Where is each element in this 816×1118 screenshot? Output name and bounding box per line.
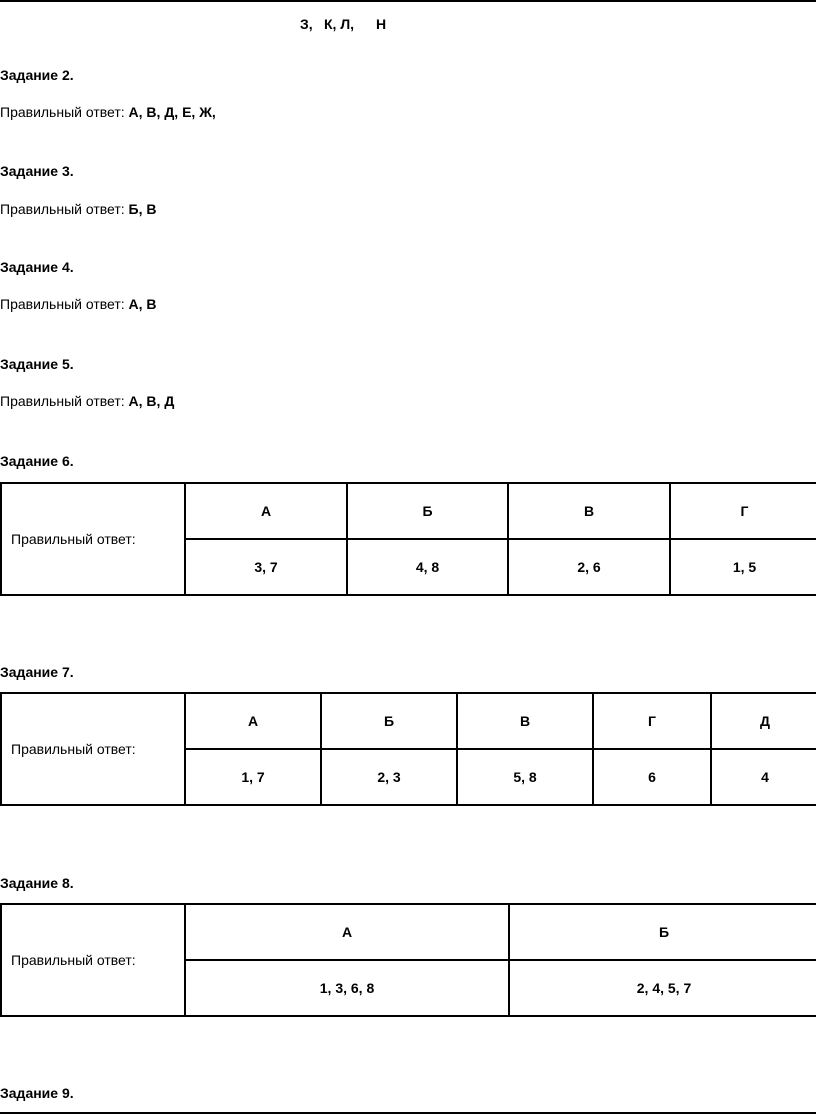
table-row (1, 483, 816, 539)
task-4-heading: Задание 4. (0, 259, 74, 275)
top-fragment-part2: К, Л, (324, 16, 355, 32)
task-3-answer: Б, В (128, 201, 157, 217)
task-6-value-cell: 1, 5 (670, 539, 816, 595)
task-7-header-cell: Г (593, 693, 711, 749)
task-5-answer-line (0, 393, 174, 409)
task-6-header-cell: В (508, 483, 670, 539)
task-6-value-cell: 3, 7 (185, 539, 347, 595)
task-7-value-cell: 6 (593, 749, 711, 805)
task-7-value-cell: 2, 3 (321, 749, 457, 805)
task-8-header-cell: Б (509, 904, 816, 960)
task-7-header-cell: Д (711, 693, 816, 749)
task-6-header-cell: А (185, 483, 347, 539)
task-8-header-cell: А (185, 904, 509, 960)
bottom-border-line (0, 1112, 816, 1114)
task-8-value-cell: 2, 4, 5, 7 (509, 960, 816, 1016)
top-fragment-part3: Н (376, 16, 387, 32)
task-7-header-cell: В (457, 693, 593, 749)
task-6-label: Правильный ответ: (1, 483, 185, 595)
task-9-heading: Задание 9. (0, 1085, 74, 1101)
task-8-label: Правильный ответ: (1, 904, 185, 1016)
task-6-table (0, 482, 816, 596)
task-8-table (0, 903, 816, 1017)
task-7-label: Правильный ответ: (1, 693, 185, 805)
task-2-heading: Задание 2. (0, 67, 74, 83)
task-7-heading: Задание 7. (0, 664, 74, 680)
task-4-answer: А, В (128, 296, 157, 312)
answer-label: Правильный ответ: (0, 393, 125, 409)
task-3-answer-line (0, 201, 157, 217)
task-7-header-cell: А (185, 693, 321, 749)
task-7-value-cell: 5, 8 (457, 749, 593, 805)
task-6-value-cell: 4, 8 (347, 539, 508, 595)
task-7-value-cell: 4 (711, 749, 816, 805)
task-6-header-cell: Г (670, 483, 816, 539)
answer-label: Правильный ответ: (0, 201, 125, 217)
task-6-value-cell: 2, 6 (508, 539, 670, 595)
task-6-header-cell: Б (347, 483, 508, 539)
answer-label: Правильный ответ: (0, 296, 125, 312)
top-border-line (0, 0, 816, 2)
answer-label: Правильный ответ: (0, 104, 125, 120)
task-5-heading: Задание 5. (0, 356, 74, 372)
top-fragment-part1: З, (300, 16, 313, 32)
task-7-header-cell: Б (321, 693, 457, 749)
task-2-answer: А, В, Д, Е, Ж, (128, 104, 216, 120)
task-7-table (0, 692, 816, 806)
task-7-value-cell: 1, 7 (185, 749, 321, 805)
task-4-answer-line (0, 296, 157, 312)
table-row (1, 904, 816, 960)
task-2-answer-line (0, 104, 216, 120)
task-6-heading: Задание 6. (0, 453, 74, 469)
task-8-value-cell: 1, 3, 6, 8 (185, 960, 509, 1016)
table-row (1, 693, 816, 749)
task-3-heading: Задание 3. (0, 163, 74, 179)
task-5-answer: А, В, Д (128, 393, 175, 409)
task-8-heading: Задание 8. (0, 875, 74, 891)
